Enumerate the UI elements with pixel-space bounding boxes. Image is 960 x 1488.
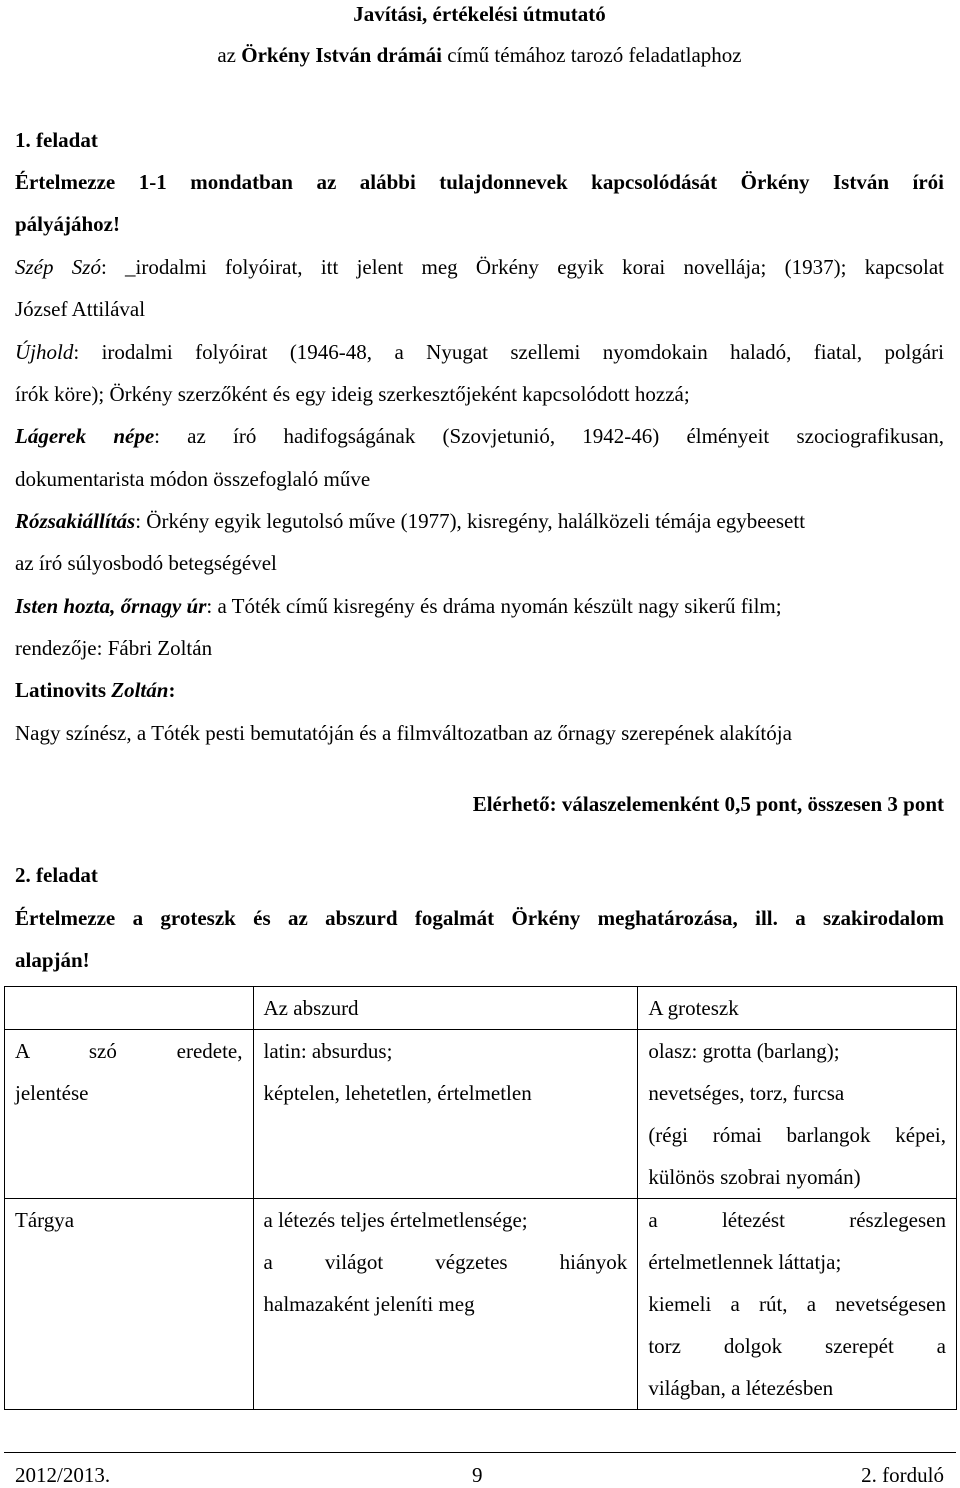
table-header-absurd: Az abszurd — [253, 987, 638, 1030]
item-ujhold-line2: írók köre); Örkény szerzőként és egy ideig szerkesztőjeként kapcsolódott hozzá; — [15, 382, 690, 406]
footer-round: 2. forduló — [861, 1463, 944, 1487]
item-latinovits-label: Latinovits Zoltán: — [15, 678, 176, 702]
footer-page-number: 9 — [472, 1463, 483, 1487]
item-lagerek-nepe-line2: dokumentarista módon összefoglaló műve — [15, 467, 371, 491]
item-isten-hozta: Isten hozta, őrnagy úr: a Tóték című kisregény és dráma nyomán készült nagy sikerű film; — [15, 594, 782, 618]
document-subtitle: az Örkény István drámái című témához tarozó feladatlaphoz — [217, 43, 742, 67]
table-cell-grotesque: a létezést részlegesen értelmetlennek láttatja; kiemeli a rút, a nevetségesen torz dolgok szerepét a világban, a létezésben — [638, 1199, 957, 1410]
task2-heading: 2. feladat — [15, 863, 98, 887]
table-row — [5, 1030, 957, 1199]
document-title: Javítási, értékelési útmutató — [353, 2, 606, 26]
task1-question-line1: Értelmezze 1-1 mondatban az alábbi tulajdonnevek kapcsolódását Örkény István írói — [15, 170, 944, 194]
table-header-grotesque: A groteszk — [638, 987, 957, 1030]
task1-question-line2: pályájához! — [15, 212, 120, 236]
item-ujhold: Újhold: irodalmi folyóirat (1946-48, a Nyugat szellemi nyomdokain haladó, fiatal, polgári — [15, 340, 944, 364]
table-header-empty — [5, 987, 254, 1030]
table-header-row — [5, 987, 957, 1030]
item-szep-szo: Szép Szó: _irodalmi folyóirat, itt jelent meg Örkény egyik korai novellája; (1937); kapcsolat — [15, 255, 945, 279]
task1-heading: 1. feladat — [15, 128, 98, 152]
table-row-label: A szó eredete, jelentése — [5, 1030, 254, 1199]
item-szep-szo-line2: József Attilával — [15, 297, 146, 321]
task2-question-line2: alapján! — [15, 948, 90, 972]
comparison-table — [4, 986, 957, 1410]
table-cell-grotesque: olasz: grotta (barlang); nevetséges, torz, furcsa (régi római barlangok képei, különös szobrai nyomán) — [638, 1030, 957, 1199]
footer-divider — [4, 1452, 956, 1453]
item-rozsakiallitas-line2: az író súlyosbodó betegségével — [15, 551, 277, 575]
footer-year: 2012/2013. — [15, 1463, 111, 1487]
item-lagerek-nepe: Lágerek népe: az író hadifogságának (Szovjetunió, 1942-46) élményeit szociografikusan, — [15, 424, 944, 448]
table-cell-absurd: latin: absurdus; képtelen, lehetetlen, értelmetlen — [253, 1030, 638, 1199]
task1-score: Elérhető: válaszelemenként 0,5 pont, összesen 3 pont — [472, 792, 944, 816]
table-row — [5, 1199, 957, 1410]
table-row-label: Tárgya — [5, 1199, 254, 1410]
table-cell-absurd: a létezés teljes értelmetlensége; a világot végzetes hiányok halmazaként jeleníti meg — [253, 1199, 638, 1410]
item-isten-hozta-line2: rendezője: Fábri Zoltán — [15, 636, 213, 660]
item-rozsakiallitas: Rózsakiállítás: Örkény egyik legutolsó műve (1977), kisregény, halálközeli témája egybeesett — [15, 509, 806, 533]
item-latinovits-desc: Nagy színész, a Tóték pesti bemutatóján és a filmváltozatban az őrnagy szerepének alakítója — [15, 721, 792, 745]
task2-question-line1: Értelmezze a groteszk és az abszurd fogalmát Örkény meghatározása, ill. a szakirodalom — [15, 906, 944, 930]
